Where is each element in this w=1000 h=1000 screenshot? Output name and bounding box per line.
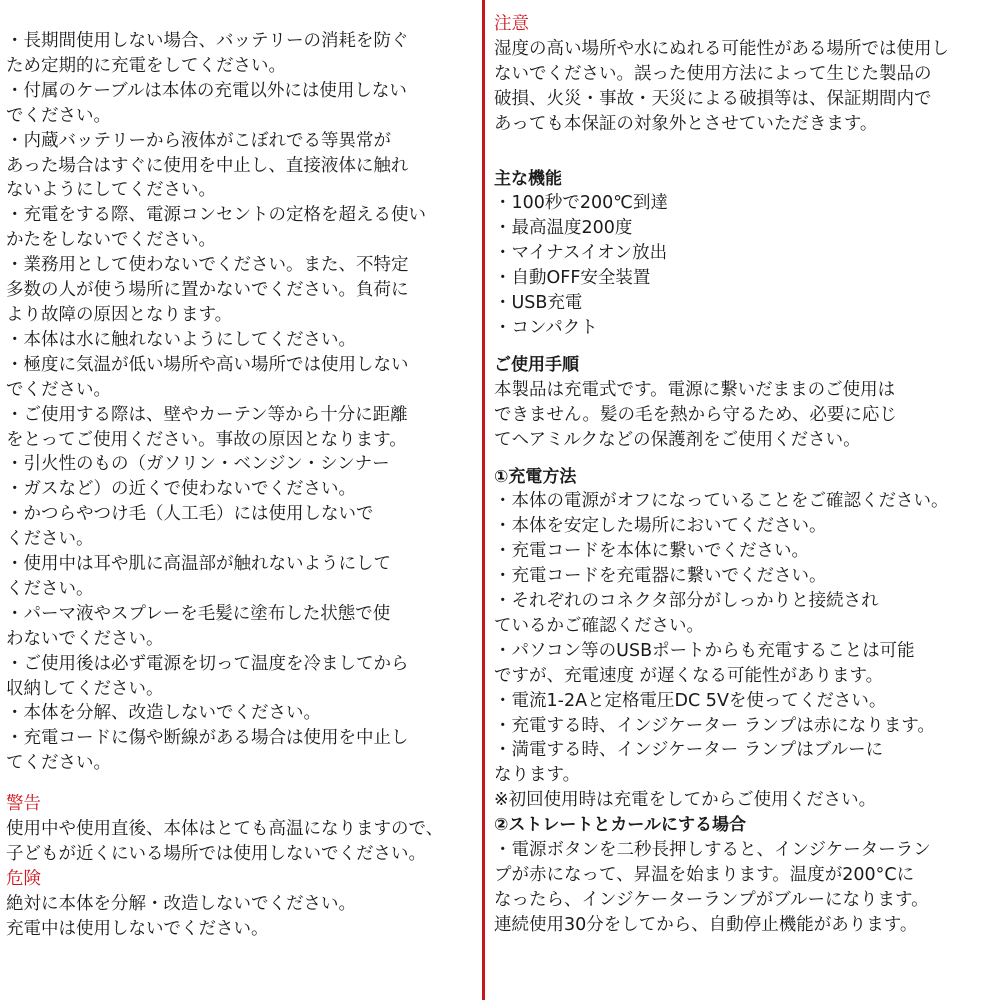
charging-line: ですが、充電速度 が遅くなる可能性があります。 xyxy=(494,665,884,686)
precaution-line: ・引火性のもの（ガソリン・ベンジン・シンナー xyxy=(6,454,390,475)
charging-line: ・パソコン等のUSBポートからも充電することは可能 xyxy=(494,640,915,661)
feature-item: ・最高温度200度 xyxy=(494,218,633,239)
caution-text xyxy=(494,37,994,137)
charging-line: ・充電する時、インジケーター ランプは赤になります。 xyxy=(494,715,935,736)
precaution-line: ・本体は水に触れないようにしてください。 xyxy=(6,329,356,350)
precaution-line: ・ご使用する際は、壁やカーテン等から十分に距離 xyxy=(6,404,408,425)
precaution-line: ・業務用として使わないでください。また、不特定 xyxy=(6,255,409,276)
usage-text xyxy=(494,378,994,453)
charging-heading: ①充電方法 xyxy=(494,466,577,487)
charging-line: ・それぞれのコネクタ部分がしっかりと接続され xyxy=(494,591,879,612)
charging-line: ・充電コードを本体に繋いでください。 xyxy=(494,541,809,562)
charging-line: ・本体を安定した場所においてください。 xyxy=(494,516,827,537)
straight-curl-heading: ②ストレートとカールにする場合 xyxy=(494,815,747,836)
precaution-line: てください。 xyxy=(6,753,111,774)
precaution-line: ください。 xyxy=(6,578,94,599)
precaution-line: より故障の原因となります。 xyxy=(6,304,233,325)
features-heading: 主な機能 xyxy=(494,168,562,189)
usage-line: 本製品は充電式です。電源に繋いだままのご使用は xyxy=(494,379,896,400)
precaution-line: ため定期的に充電をしてください。 xyxy=(6,55,286,76)
precaution-line: ・使用中は耳や肌に高温部が触れないようにして xyxy=(6,554,391,575)
precaution-line: でください。 xyxy=(6,105,111,126)
precaution-line: あった場合はすぐに使用を中止し、直接液体に触れ xyxy=(6,155,409,176)
straight-curl-line: なったら、インジケーターランプがブルーになります。 xyxy=(494,889,929,910)
caution-line: 破損、火災・事故・天災による破損等は、保証期間内で xyxy=(494,88,932,109)
left-column xyxy=(6,29,476,942)
caution-line: あっても本保証の対象外とさせていただきます。 xyxy=(494,113,878,134)
charging-text xyxy=(494,489,994,813)
warning-text xyxy=(6,817,476,867)
precaution-line: でください。 xyxy=(6,379,111,400)
column-divider xyxy=(482,0,485,1000)
caution-heading: 注意 xyxy=(494,14,529,34)
danger-text xyxy=(6,892,476,942)
charging-line: なります。 xyxy=(494,765,581,786)
precaution-line: をとってご使用ください。事故の原因となります。 xyxy=(6,429,407,450)
features-list xyxy=(494,191,994,340)
precaution-line: ・ご使用後は必ず電源を切って温度を冷ましてから xyxy=(6,653,409,674)
usage-line: てヘアミルクなどの保護剤をご使用ください。 xyxy=(494,429,861,450)
danger-heading: 危険 xyxy=(6,868,41,889)
precaution-line: 収納してください。 xyxy=(6,678,164,699)
straight-curl-line: ・電源ボタンを二秒長押しすると、インジケーターラン xyxy=(494,840,931,861)
precaution-line: 多数の人が使う場所に置かないでください。負荷に xyxy=(6,280,409,301)
feature-item: ・USB充電 xyxy=(494,293,583,314)
warning-heading: 警告 xyxy=(6,794,41,815)
feature-item: ・自動OFF安全装置 xyxy=(494,268,651,289)
caution-line: ないでください。誤った使用方法によって生じた製品の xyxy=(494,63,932,84)
feature-item: ・100秒で200℃到達 xyxy=(494,193,668,214)
precautions-list xyxy=(6,29,476,776)
feature-item: ・コンパクト xyxy=(494,317,598,338)
usage-line: できません。髪の毛を熱から守るため、必要に応じ xyxy=(494,404,897,425)
charging-line: ・電流1-2Aと定格電圧DC 5Vを使ってください。 xyxy=(494,690,887,711)
danger-line: 絶対に本体を分解・改造しないでください。 xyxy=(6,893,356,914)
straight-curl-line: 連続使用30分をしてから、自動停止機能があります。 xyxy=(494,914,918,935)
caution-line: 湿度の高い場所や水にぬれる可能性がある場所では使用し xyxy=(494,38,949,59)
charging-line: ※初回使用時は充電をしてからご使用ください。 xyxy=(494,790,877,811)
precaution-line: ・本体を分解、改造しないでください。 xyxy=(6,703,321,724)
feature-item: ・マイナスイオン放出 xyxy=(494,243,668,264)
straight-curl-text xyxy=(494,838,994,938)
charging-line: ・本体の電源がオフになっていることをご確認ください。 xyxy=(494,491,949,512)
charging-line: ・満電する時、インジケーター ランプはブルーに xyxy=(494,740,884,761)
warning-line: 使用中や使用直後、本体はとても高温になりますので、 xyxy=(6,819,444,840)
precaution-line: わないでください。 xyxy=(6,628,164,649)
usage-heading: ご使用手順 xyxy=(494,354,579,375)
precaution-line: かたをしないでください。 xyxy=(6,230,216,251)
precaution-line: ・極度に気温が低い場所や高い場所では使用しない xyxy=(6,354,409,375)
charging-line: ・充電コードを充電器に繋いでください。 xyxy=(494,566,827,587)
precaution-line: ・かつらやつけ毛（人工毛）には使用しないで xyxy=(6,504,374,525)
precaution-line: ・パーマ液やスプレーを毛髪に塗布した状態で使 xyxy=(6,603,391,624)
straight-curl-line: プが赤になって、昇温を始まります。温度が200°Cに xyxy=(494,865,915,885)
precaution-line: ・長期間使用しない場合、バッテリーの消耗を防ぐ xyxy=(6,31,409,51)
precaution-line: ・付属のケーブルは本体の充電以外には使用しない xyxy=(6,80,407,101)
danger-line: 充電中は使用しないでください。 xyxy=(6,918,269,939)
precaution-line: ・ガスなど）の近くで使わないでください。 xyxy=(6,479,356,500)
charging-line: ているかご確認ください。 xyxy=(494,615,704,636)
precaution-line: ください。 xyxy=(6,529,94,550)
precaution-line: ないようにしてください。 xyxy=(6,180,216,201)
warning-line: 子どもが近くにいる場所では使用しないでください。 xyxy=(6,844,426,864)
precaution-line: ・充電コードに傷や断線がある場合は使用を中止し xyxy=(6,728,409,749)
precaution-line: ・内蔵バッテリーから液体がこぼれでる等異常が xyxy=(6,130,391,151)
right-column xyxy=(494,12,994,938)
precaution-line: ・充電をする際、電源コンセントの定格を超える使い xyxy=(6,205,426,226)
